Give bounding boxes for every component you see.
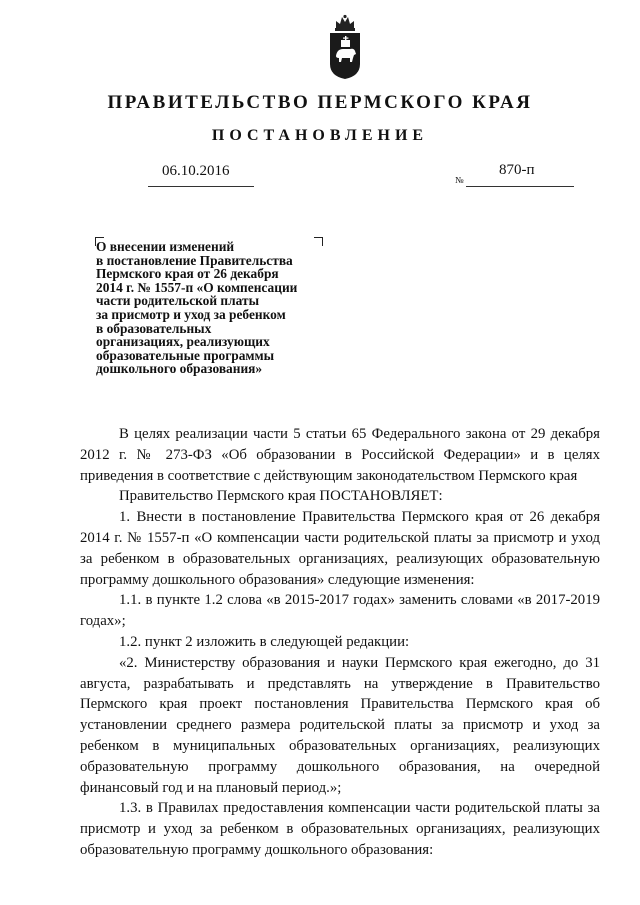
document-body: [80, 424, 600, 861]
body-paragraph-preamble: В целях реализации части 5 статьи 65 Федерального закона от 29 декабря 2012 г. № 273-ФЗ «Об образовании в Российской Федерации» и в целях приведения в соответствие с действующим законодательством Пермского края: [80, 426, 600, 484]
body-paragraph-resolves: Правительство Пермского края ПОСТАНОВЛЯЕТ:: [119, 488, 443, 505]
subject-heading: [96, 240, 356, 376]
subject-line: Пермского края от 26 декабря: [96, 266, 279, 282]
subject-line: дошкольного образования»: [96, 361, 263, 377]
body-paragraph-item-1-1: 1.1. в пункте 1.2 слова «в 2015-2017 годах» заменить словами «в 2017-2019 годах»;: [80, 592, 600, 630]
subject-line: за присмотр и уход за ребенком: [96, 306, 286, 322]
subject-line: части родительской платы: [96, 293, 260, 309]
subject-line: организациях, реализующих: [96, 334, 270, 350]
number-underline: [466, 186, 574, 187]
document-date: 06.10.2016: [162, 163, 230, 179]
subject-line: 2014 г. № 1557-п «О компенсации: [96, 279, 298, 295]
date-underline: [148, 186, 254, 187]
body-paragraph-item-1-3: 1.3. в Правилах предоставления компенсации части родительской платы за присмотр и уход за ребенком в образовательных организациях, реализующих образовательную программу дошкольного образования:: [80, 800, 600, 858]
document-number: 870-п: [499, 162, 535, 178]
document-type: ПОСТАНОВЛЕНИЕ: [211, 127, 429, 144]
subject-line: в постановление Правительства: [96, 252, 293, 268]
subject-line: образовательные программы: [96, 347, 275, 363]
number-sign: №: [455, 175, 464, 185]
subject-line: в образовательных: [96, 320, 212, 336]
body-paragraph-item-1-2: 1.2. пункт 2 изложить в следующей редакции:: [119, 633, 410, 650]
body-paragraph-quoted-item-2: «2. Министерству образования и науки Пермского края ежегодно, до 31 августа, разрабатывать и представлять на утверждение в Правительство Пермского края проект постановления Правительства Пермского края об установлении среднего размера родительской платы за присмотр и уход за ребенком в муниципальных образовательных организациях, реализующих образовательную программу дошкольного образования, на очередной финансовый год и на плановый период.»;: [80, 654, 600, 796]
government-title: ПРАВИТЕЛЬСТВО ПЕРМСКОГО КРАЯ: [107, 92, 533, 113]
body-paragraph-item-1: 1. Внести в постановление Правительства Пермского края от 26 декабря 2014 г. № 1557-п «О компенсации части родительской платы за присмотр и уход за ребенком в образовательных организациях, реализующих образовательную программу дошкольного образования» следующие изменения:: [80, 509, 600, 588]
subject-line: О внесении изменений: [96, 239, 235, 254]
coat-of-arms-icon: [328, 14, 362, 80]
